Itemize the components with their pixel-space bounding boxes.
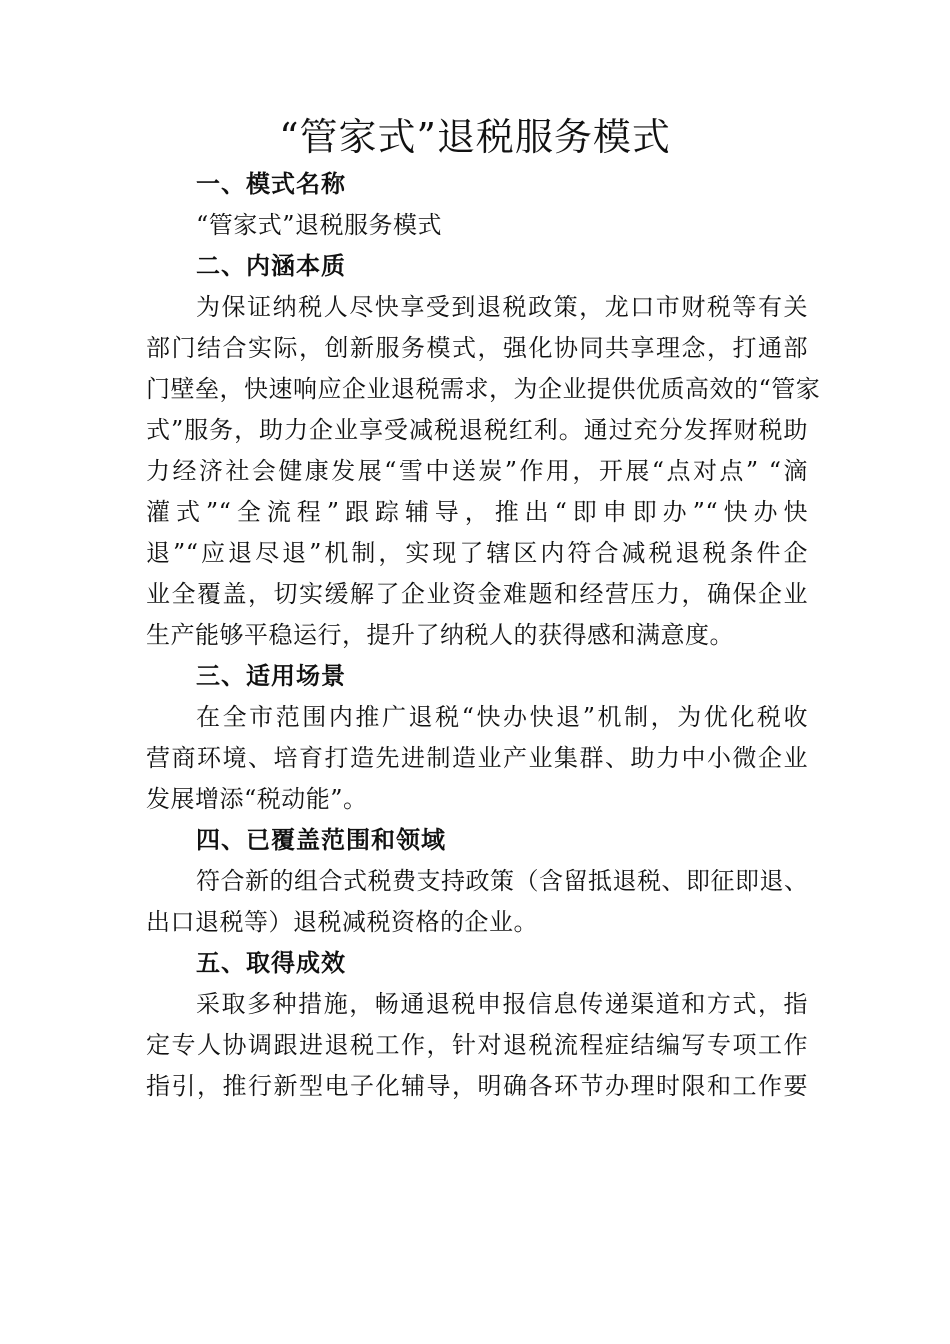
paragraph-line: 门壁垒，快速响应企业退税需求，为企业提供优质高效的“管家	[146, 375, 821, 403]
paragraph-line: 定专人协调跟进退税工作，针对退税流程症结编写专项工作	[146, 1031, 808, 1059]
paragraph-line: 采取多种措施，畅通退税申报信息传递渠道和方式，指	[196, 990, 808, 1018]
paragraph-line: 出口退税等）退税减税资格的企业。	[146, 908, 538, 936]
section-heading-results: 五、取得成效	[196, 949, 346, 977]
paragraph-line: 在全市范围内推广退税“快办快退”机制，为优化税收	[196, 703, 808, 731]
paragraph-line: 式”服务，助力企业享受减税退税红利。通过充分发挥财税助	[146, 416, 808, 444]
paragraph-line: 部门结合实际，创新服务模式，强化协同共享理念，打通部	[146, 334, 808, 362]
paragraph-line: 符合新的组合式税费支持政策（含留抵退税、即征即退、	[196, 867, 809, 895]
paragraph-line: 为保证纳税人尽快享受到退税政策，龙口市财税等有关	[196, 293, 808, 321]
paragraph-line: 发展增添“税动能”。	[146, 785, 368, 813]
section-heading-connotation: 二、内涵本质	[196, 252, 346, 280]
paragraph-line: 退”“应退尽退”机制，实现了辖区内符合减税退税条件企	[146, 539, 808, 567]
section-heading-scenarios: 三、适用场景	[196, 662, 346, 690]
section-heading-coverage: 四、已覆盖范围和领域	[196, 826, 446, 854]
paragraph-line: 生产能够平稳运行，提升了纳税人的获得感和满意度。	[146, 621, 734, 649]
paragraph-line: 指引，推行新型电子化辅导，明确各环节办理时限和工作要	[146, 1072, 808, 1100]
paragraph-line: 灌式”“全流程”跟踪辅导，推出“即申即办”“快办快	[146, 498, 808, 526]
section-heading-mode-name: 一、模式名称	[196, 170, 346, 198]
paragraph-line: 营商环境、培育打造先进制造业产业集群、助力中小微企业	[146, 744, 808, 772]
document-title: “管家式”退税服务模式	[279, 115, 671, 159]
paragraph-line: “管家式”退税服务模式	[196, 211, 443, 239]
paragraph-line: 业全覆盖，切实缓解了企业资金难题和经营压力，确保企业	[146, 580, 808, 608]
paragraph-line: 力经济社会健康发展“雪中送炭”作用，开展“点对点” “滴	[146, 457, 808, 485]
